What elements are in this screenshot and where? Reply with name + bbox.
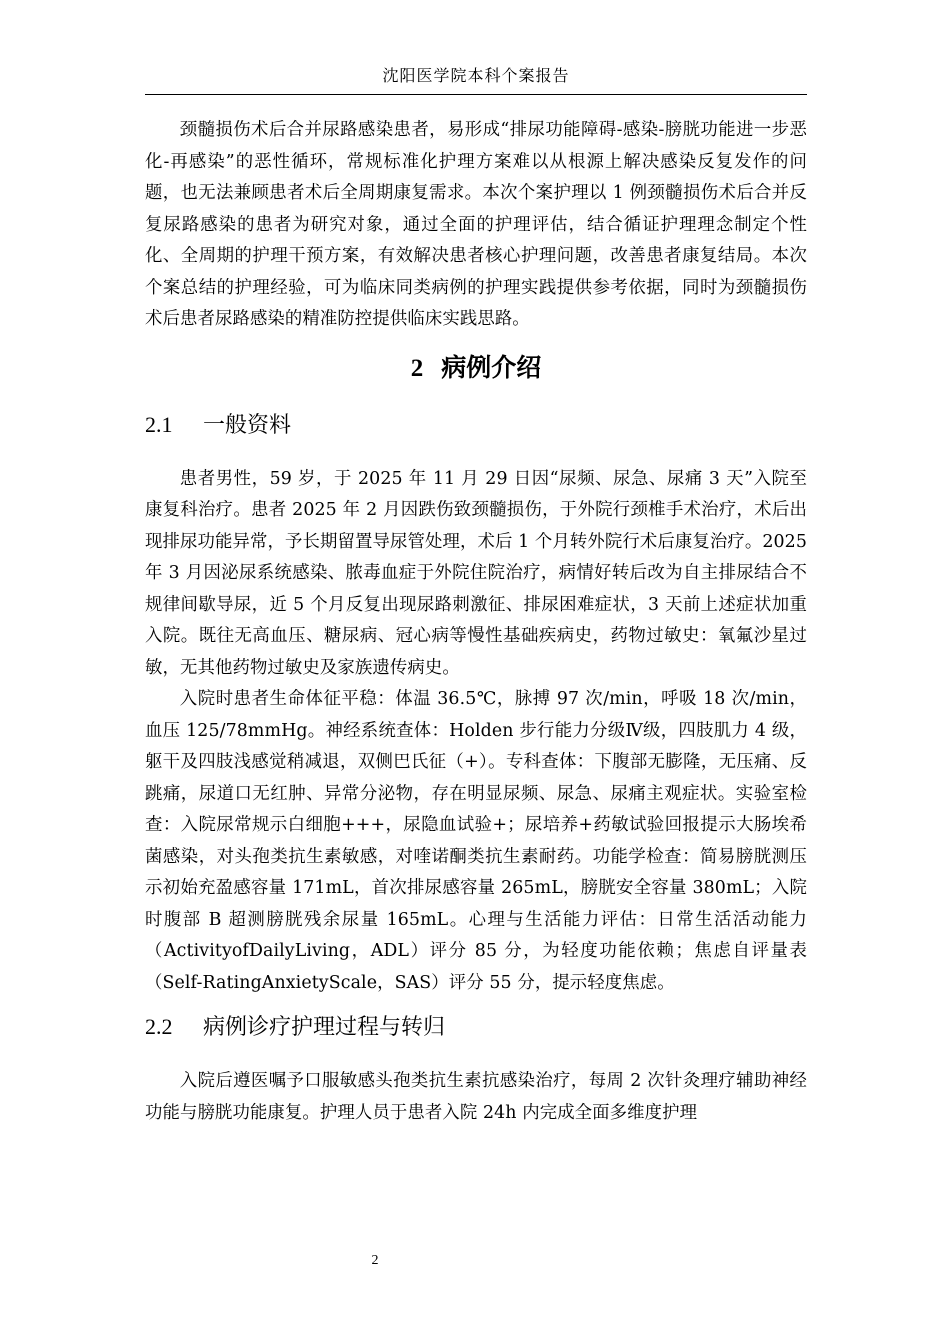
page-body: [145, 115, 807, 1129]
exam-paragraph: 入院时患者生命体征平稳：体温 36.5℃，脉搏 97 次/min，呼吸 18 次/min，血压 125/78mmHg。神经系统查体：Holden 步行能力分级Ⅳ级，四肢肌力 4 级，躯干及四肢浅感觉稍减退，双侧巴氏征（+）。专科查体：下腹部无膨隆，无压痛、反跳痛，尿道口无红肿、异常分泌物，存在明显尿频、尿急、尿痛主观症状。实验室检查：入院尿常规示白细胞+++，尿隐血试验+；尿培养+药敏试验回报提示大肠埃希菌感染，对头孢类抗生素敏感，对喹诺酮类抗生素耐药。功能学检查：简易膀胱测压示初始充盈感容量 171mL，首次排尿感容量 265mL，膀胱安全容量 380mL；入院时腹部 B 超测膀胱残余尿量 165mL。心理与生活能力评估：日常生活活动能力（ActivityofDailyLiving，ADL）评分 85 分，为轻度功能依赖；焦虑自评量表（Self-RatingAnxietyScale，SAS）评分 55 分，提示轻度焦虑。: [145, 689, 807, 993]
subsection-heading: [145, 1007, 807, 1048]
subsection-title: 一般资料: [203, 412, 292, 438]
general-info-paragraph: 患者男性，59 岁，于 2025 年 11 月 29 日因“尿频、尿急、尿痛 3 天”入院至康复科治疗。患者 2025 年 2 月因跌伤致颈髓损伤，于外院行颈椎手术治疗，术后出现排尿功能异常，予长期留置导尿管处理，术后 1 个月转外院行术后康复治疗。2025 年 3 月因泌尿系统感染、脓毒血症于外院住院治疗，病情好转后改为自主排尿结合不规律间歇导尿，近 5 个月反复出现尿路刺激征、排尿困难症状，3 天前上述症状加重入院。既往无高血压、糖尿病、冠心病等慢性基础疾病史，药物过敏史：氧氟沙星过敏，无其他药物过敏史及家族遗传病史。: [145, 468, 807, 678]
subsection-number: 2.1: [145, 411, 173, 437]
page-number: 2: [371, 1253, 379, 1268]
subsection-heading: [145, 405, 807, 446]
subsection-title: 病例诊疗护理过程与转归: [203, 1015, 446, 1040]
section-number: 2: [410, 354, 424, 382]
subsection-number: 2.2: [145, 1014, 173, 1039]
section-heading: [145, 348, 807, 389]
section-title: 病例介绍: [441, 352, 542, 382]
page-header: [145, 58, 807, 95]
header-title: 沈阳医学院本科个案报告: [382, 66, 570, 85]
intro-paragraph: 颈髓损伤术后合并尿路感染患者，易形成“排尿功能障碍-感染-膀胱功能进一步恶化-再感染”的恶性循环，常规标准化护理方案难以从根源上解决感染反复发作的问题，也无法兼顾患者术后全周期康复需求。本次个案护理以 1 例颈髓损伤术后合并反复尿路感染的患者为研究对象，通过全面的护理评估，结合循证护理理念制定个性化、全周期的护理干预方案，有效解决患者核心护理问题，改善患者康复结局。本次个案总结的护理经验，可为临床同类病例的护理实践提供参考依据，同时为颈髓损伤术后患者尿路感染的精准防控提供临床实践思路。: [145, 120, 807, 329]
treatment-paragraph: 入院后遵医嘱予口服敏感头孢类抗生素抗感染治疗，每周 2 次针灸理疗辅助神经功能与膀胱功能康复。护理人员于患者入院 24h 内完成全面多维度护理: [145, 1071, 807, 1123]
